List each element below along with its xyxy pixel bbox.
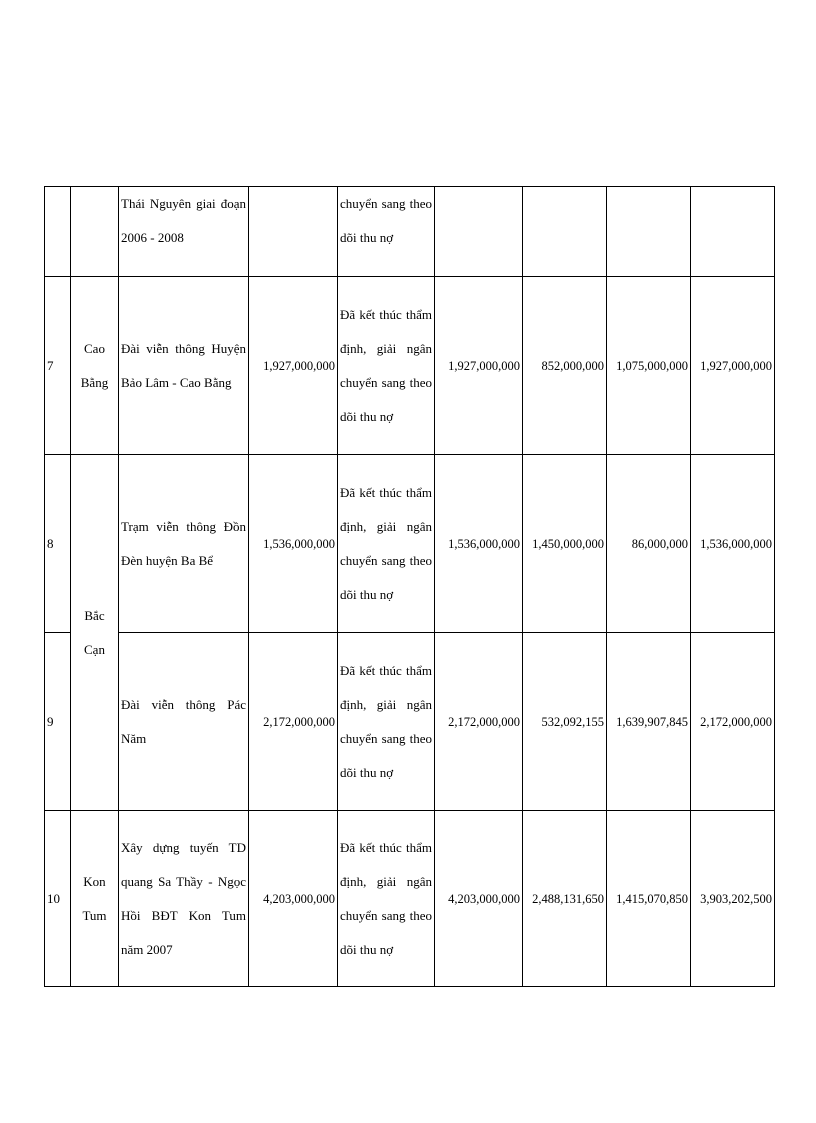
project-name: Trạm viễn thông Đồn Đèn huyện Ba Bể (119, 455, 249, 633)
total-amount: 4,203,000,000 (249, 811, 338, 987)
debt-amount: 1,536,000,000 (691, 455, 775, 633)
total-amount (249, 187, 338, 277)
status-text: Đã kết thúc thẩm định, giải ngân chuyển sang theo dõi thu nợ (338, 633, 435, 811)
status-text: Đã kết thúc thẩm định, giải ngân chuyển sang theo dõi thu nợ (338, 277, 435, 455)
remaining-amount: 1,075,000,000 (607, 277, 691, 455)
project-name: Đài viễn thông Huyện Bảo Lâm - Cao Bằng (119, 277, 249, 455)
approved-amount: 2,172,000,000 (435, 633, 523, 811)
row-number (45, 187, 71, 277)
debt-amount: 3,903,202,500 (691, 811, 775, 987)
status-text: chuyển sang theo dõi thu nợ (338, 187, 435, 277)
row-number: 10 (45, 811, 71, 987)
status-text: Đã kết thúc thẩm định, giải ngân chuyển sang theo dõi thu nợ (338, 811, 435, 987)
debt-amount (691, 187, 775, 277)
project-name: Thái Nguyên giai đoạn 2006 - 2008 (119, 187, 249, 277)
table-row (45, 811, 775, 987)
approved-amount (435, 187, 523, 277)
table-row (45, 187, 775, 277)
table-row (45, 455, 775, 633)
province-cell: Cao Bằng (71, 277, 119, 455)
project-name: Đài viễn thông Pác Năm (119, 633, 249, 811)
table-row (45, 633, 775, 811)
total-amount: 2,172,000,000 (249, 633, 338, 811)
row-number: 9 (45, 633, 71, 811)
province-cell (71, 187, 119, 277)
total-amount: 1,927,000,000 (249, 277, 338, 455)
status-text: Đã kết thúc thẩm định, giải ngân chuyển sang theo dõi thu nợ (338, 455, 435, 633)
disbursed-amount: 1,450,000,000 (523, 455, 607, 633)
debt-amount: 2,172,000,000 (691, 633, 775, 811)
disbursed-amount (523, 187, 607, 277)
project-name: Xây dựng tuyến TD quang Sa Thầy - Ngọc Hồi BĐT Kon Tum năm 2007 (119, 811, 249, 987)
disbursed-amount: 2,488,131,650 (523, 811, 607, 987)
disbursed-amount: 852,000,000 (523, 277, 607, 455)
remaining-amount: 1,639,907,845 (607, 633, 691, 811)
province-cell: Bắc Cạn (71, 455, 119, 811)
row-number: 7 (45, 277, 71, 455)
row-number: 8 (45, 455, 71, 633)
total-amount: 1,536,000,000 (249, 455, 338, 633)
approved-amount: 4,203,000,000 (435, 811, 523, 987)
disbursed-amount: 532,092,155 (523, 633, 607, 811)
table-row (45, 277, 775, 455)
province-cell: Kon Tum (71, 811, 119, 987)
remaining-amount (607, 187, 691, 277)
debt-amount: 1,927,000,000 (691, 277, 775, 455)
approved-amount: 1,927,000,000 (435, 277, 523, 455)
remaining-amount: 86,000,000 (607, 455, 691, 633)
remaining-amount: 1,415,070,850 (607, 811, 691, 987)
project-table (44, 186, 775, 987)
approved-amount: 1,536,000,000 (435, 455, 523, 633)
